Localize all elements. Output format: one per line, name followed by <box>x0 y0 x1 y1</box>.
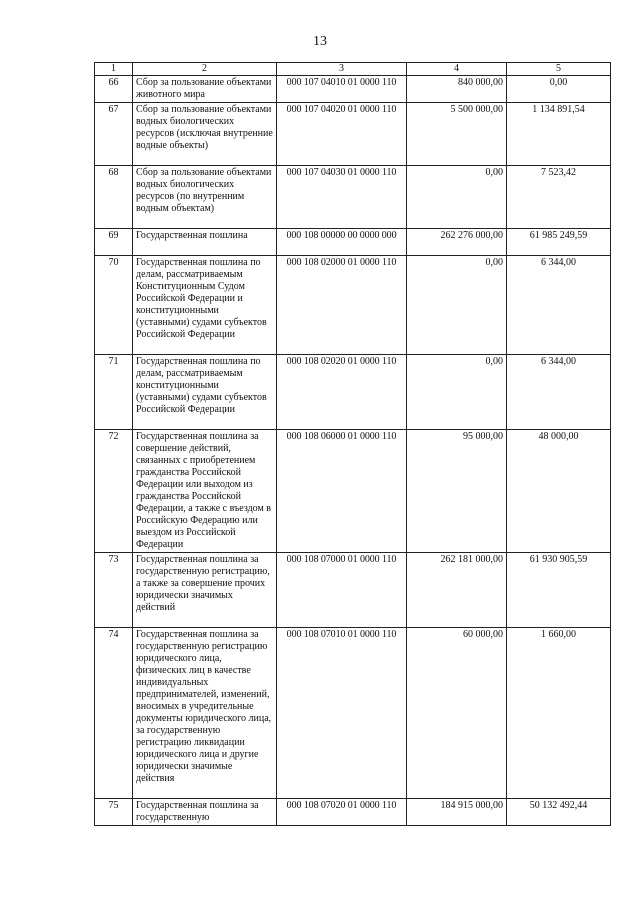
table-row <box>95 76 611 103</box>
column-header: 5 <box>507 63 611 76</box>
row-number: 73 <box>95 553 133 628</box>
row-fact: 50 132 492,44 <box>507 799 611 826</box>
row-name: Государственная пошлина за государственную <box>133 799 277 826</box>
row-plan: 262 276 000,00 <box>407 229 507 256</box>
row-plan: 184 915 000,00 <box>407 799 507 826</box>
column-header: 3 <box>277 63 407 76</box>
row-name: Государственная пошлина за государственную регистрацию юридического лица, физических лиц в качестве индивидуальных предпринимателей, изменений, вносимых в учредительные документы юридического лица, за государственную регистрацию ликвидации юридического лица и другие юридически значимые действия <box>133 628 277 799</box>
table-row <box>95 628 611 799</box>
row-number: 72 <box>95 430 133 553</box>
row-plan: 95 000,00 <box>407 430 507 553</box>
row-code: 000 108 06000 01 0000 110 <box>277 430 407 553</box>
row-plan: 0,00 <box>407 166 507 229</box>
row-number: 71 <box>95 355 133 430</box>
row-fact: 61 930 905,59 <box>507 553 611 628</box>
table-row <box>95 166 611 229</box>
row-number: 70 <box>95 256 133 355</box>
row-number: 75 <box>95 799 133 826</box>
table-row <box>95 430 611 553</box>
row-name: Сбор за пользование объектами водных биологических ресурсов (исключая внутренние водные объекты) <box>133 103 277 166</box>
row-code: 000 107 04030 01 0000 110 <box>277 166 407 229</box>
table-row <box>95 799 611 826</box>
column-header: 1 <box>95 63 133 76</box>
row-code: 000 108 07020 01 0000 110 <box>277 799 407 826</box>
row-number: 69 <box>95 229 133 256</box>
row-code: 000 108 07000 01 0000 110 <box>277 553 407 628</box>
row-plan: 5 500 000,00 <box>407 103 507 166</box>
row-plan: 262 181 000,00 <box>407 553 507 628</box>
row-number: 66 <box>95 76 133 103</box>
row-code: 000 108 02000 01 0000 110 <box>277 256 407 355</box>
row-name: Государственная пошлина <box>133 229 277 256</box>
table-header-row <box>95 63 611 76</box>
row-name: Государственная пошлина по делам, рассматриваемым Конституционным Судом Российской Федерации и конституционными (уставными) судами субъектов Российской Федерации <box>133 256 277 355</box>
budget-table <box>94 62 611 826</box>
row-plan: 840 000,00 <box>407 76 507 103</box>
row-fact: 7 523,42 <box>507 166 611 229</box>
row-number: 68 <box>95 166 133 229</box>
row-name: Государственная пошлина за государственную регистрацию, а также за совершение прочих юридически значимых действий <box>133 553 277 628</box>
row-fact: 1 134 891,54 <box>507 103 611 166</box>
row-fact: 0,00 <box>507 76 611 103</box>
row-code: 000 107 04010 01 0000 110 <box>277 76 407 103</box>
row-code: 000 108 02020 01 0000 110 <box>277 355 407 430</box>
row-fact: 61 985 249,59 <box>507 229 611 256</box>
row-number: 67 <box>95 103 133 166</box>
table-row <box>95 103 611 166</box>
row-number: 74 <box>95 628 133 799</box>
column-header: 2 <box>133 63 277 76</box>
row-name: Сбор за пользование объектами животного мира <box>133 76 277 103</box>
table-row <box>95 256 611 355</box>
row-code: 000 108 00000 00 0000 000 <box>277 229 407 256</box>
row-plan: 60 000,00 <box>407 628 507 799</box>
table-row <box>95 229 611 256</box>
row-name: Сбор за пользование объектами водных биологических ресурсов (по внутренним водным объектам) <box>133 166 277 229</box>
row-fact: 6 344,00 <box>507 355 611 430</box>
table-row <box>95 553 611 628</box>
row-fact: 48 000,00 <box>507 430 611 553</box>
row-plan: 0,00 <box>407 256 507 355</box>
column-header: 4 <box>407 63 507 76</box>
row-fact: 6 344,00 <box>507 256 611 355</box>
page-number: 13 <box>313 34 327 49</box>
row-name: Государственная пошлина за совершение действий, связанных с приобретением гражданства Российской Федерации или выходом из гражданства Российской Федерации, а также с въездом в Российскую Федерацию или выездом из Российской Федерации <box>133 430 277 553</box>
row-name: Государственная пошлина по делам, рассматриваемым конституционными (уставными) судами субъектов Российской Федерации <box>133 355 277 430</box>
row-code: 000 107 04020 01 0000 110 <box>277 103 407 166</box>
table-row <box>95 355 611 430</box>
row-fact: 1 660,00 <box>507 628 611 799</box>
row-plan: 0,00 <box>407 355 507 430</box>
row-code: 000 108 07010 01 0000 110 <box>277 628 407 799</box>
